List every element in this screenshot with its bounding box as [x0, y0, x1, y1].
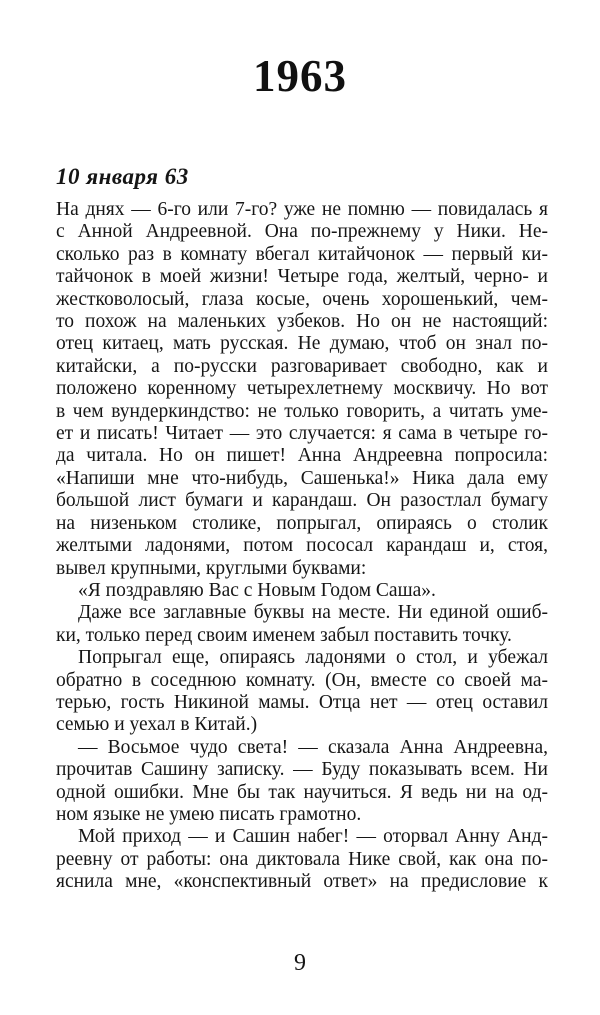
text-line: реевну от работы: она диктовала Нике свой, как она по-	[56, 848, 548, 870]
text-line: жестковолосый, глаза косые, очень хорошенький, чем-	[56, 288, 548, 310]
text-line: желтыми ладонями, потом пососал карандаш и, стоя,	[56, 535, 548, 557]
text-line: На днях — 6-го или 7-го? уже не помню — повидалась я	[56, 199, 548, 220]
text-line: семью и уехал в Китай.)	[56, 714, 258, 736]
body-text	[56, 199, 548, 894]
text-line: на низеньком столике, попрыгал, опираясь о столик	[56, 512, 548, 534]
text-line: одной ошибки. Мне бы так научиться. Я ведь ни на од-	[56, 781, 548, 803]
text-line: «Напиши мне что-нибудь, Сашенька!» Ника дала ему	[56, 467, 548, 489]
text-line: да читала. Но он пишет! Анна Андреевна попросила:	[56, 445, 548, 467]
text-line: яснила мне, «конспективный ответ» на предисловие к	[56, 871, 548, 893]
text-line: ет и писать! Читает — это случается: я сама в четыре го-	[56, 423, 548, 445]
year-heading: 1963	[253, 51, 347, 101]
text-line: Попрыгал еще, опираясь ладонями о стол, и убежал	[78, 647, 548, 669]
page-number: 9	[294, 950, 306, 976]
text-line: отец китаец, мать русская. Не думаю, чтоб он знал по-	[56, 333, 548, 355]
text-line: ки, только перед своим именем забыл поставить точку.	[56, 624, 512, 646]
text-line: Даже все заглавные буквы на месте. Ни единой ошиб-	[78, 602, 548, 624]
text-line: китайски, а по-русски разговаривает свободно, как и	[56, 355, 548, 377]
text-line: прочитав Сашину записку. — Буду показывать всем. Ни	[56, 759, 548, 781]
text-line: положено коренному четырехлетнему москвичу. Но вот	[56, 378, 548, 400]
text-line: Мой приход — и Сашин набег! — оторвал Анну Анд-	[78, 826, 548, 848]
text-line: то похож на маленьких узбеков. Но он не настоящий:	[56, 311, 548, 333]
text-line: с Анной Андреевной. Она по-прежнему у Ники. Не-	[56, 221, 548, 243]
text-line: вывел крупными, круглыми буквами:	[56, 557, 367, 579]
text-line: ном языке не умею писать грамотно.	[56, 803, 362, 825]
text-line: обратно в соседнюю комнату. (Он, вместе со своей ма-	[56, 669, 548, 691]
date-heading: 10 января 63	[56, 164, 189, 189]
text-line: большой лист бумаги и карандаш. Он разостлал бумагу	[56, 490, 548, 512]
text-line: сколько раз в комнату вбегал китайчонок — первый ки-	[56, 243, 548, 265]
text-line: в чем вундеркиндство: не только говорить, а читать уме-	[56, 400, 548, 422]
text-line: тайчонок в моей жизни! Четыре года, желтый, черно- и	[56, 266, 548, 288]
text-line: терью, гость Никиной мамы. Отца нет — отец оставил	[56, 691, 548, 713]
text-line: — Восьмое чудо света! — сказала Анна Андреевна,	[78, 736, 548, 758]
text-line: «Я поздравляю Вас с Новым Годом Саша».	[78, 579, 436, 601]
